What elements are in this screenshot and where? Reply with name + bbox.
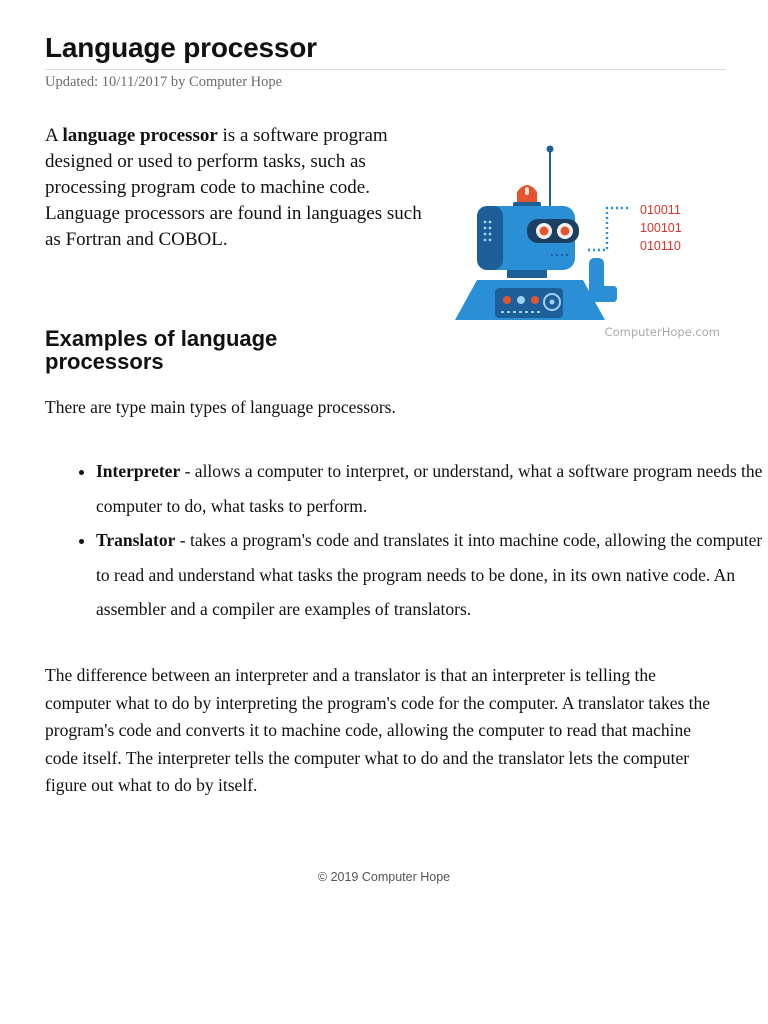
binary-line-1: 010011 [640, 203, 681, 217]
panel-button-red [503, 296, 511, 304]
footer-copyright: © 2019 Computer Hope [317, 870, 451, 884]
processor-types-list [45, 454, 766, 627]
type-description: - takes a program's code and translates it into machine code, allowing the computer to read and understand what tasks the program needs to be done, in its own native code. An assembler and a compiler are examples of translators. [96, 530, 763, 619]
robot-ear [477, 206, 503, 270]
list-item [96, 523, 766, 627]
data-connector [588, 208, 630, 250]
antenna-tip-icon [547, 146, 554, 153]
section-lead: There are type main types of language processors. [45, 397, 396, 417]
binary-line-2: 100101 [640, 221, 682, 235]
type-name: Translator [96, 530, 176, 550]
robot-illustration [455, 140, 725, 345]
robot-graphic [455, 140, 725, 325]
robot-arm-icon [589, 258, 617, 302]
siren-shine [525, 187, 529, 195]
section-heading: Examples of language processors [45, 326, 278, 374]
intro-prefix: A [45, 125, 63, 146]
panel-button-red-2 [531, 296, 539, 304]
intro-rest: is a software program designed or used to perform tasks, such as processing program code to machine code. Language processors are found in languages such as Fortran and COBOL. [45, 125, 422, 250]
panel-dial-center [550, 300, 555, 305]
difference-paragraph: The difference between an interpreter and a translator is that an interpreter is telling the computer what to do by interpreting the program's code for the computer. A translator takes the program's code and converts it to machine code, allowing the computer to read that machine code itself. The interpreter tells the computer what to do and the translator lets the computer figure out what to do by itself. [45, 665, 711, 795]
type-description: - allows a computer to interpret, or understand, what a software program needs the computer to do, what tasks to perform. [96, 461, 763, 516]
panel-button-light [517, 296, 525, 304]
image-credit: ComputerHope.com [604, 325, 720, 339]
intro-term: language processor [62, 125, 218, 146]
type-name: Interpreter [96, 461, 181, 481]
binary-line-3: 010110 [640, 239, 681, 253]
right-pupil [561, 227, 570, 236]
title-divider [45, 69, 726, 70]
intro-paragraph [45, 123, 430, 253]
robot-neck [507, 270, 547, 278]
list-item [96, 454, 766, 523]
left-pupil [540, 227, 549, 236]
page-title: Language processor [45, 32, 317, 63]
updated-byline: Updated: 10/11/2017 by Computer Hope [45, 74, 283, 90]
